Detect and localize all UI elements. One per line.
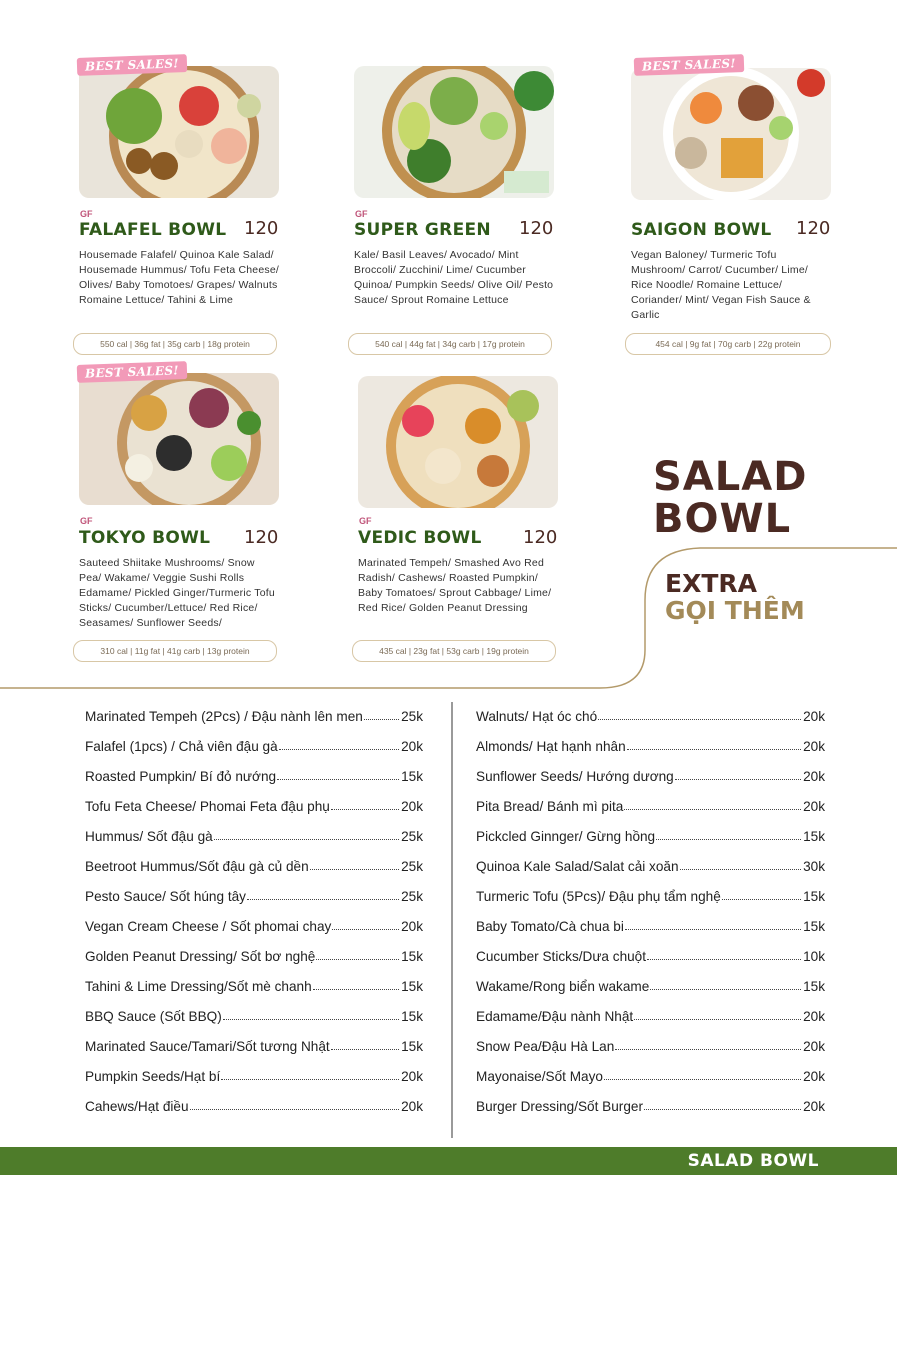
extra-item-label: Hummus/ Sốt đậu gà <box>85 829 213 844</box>
dot-leader <box>625 919 801 930</box>
extra-item-price: 20k <box>401 1069 423 1084</box>
extra-item-row <box>476 769 825 784</box>
extra-item-label: Pumpkin Seeds/Hạt bí <box>85 1069 221 1084</box>
dot-leader <box>277 769 399 780</box>
dot-leader <box>310 859 399 870</box>
extra-item-label: Pita Bread/ Bánh mì pita <box>476 799 624 814</box>
item-description: Marinated Tempeh/ Smashed Avo Red Radish/ Cashews/ Roasted Pumpkin/ Baby Tomatoes/ Sprout Cabbage/ Lime/ Red Rice/ Golden Peanut Dressing <box>358 557 552 614</box>
extra-item-row <box>476 739 825 754</box>
dot-leader <box>722 889 801 900</box>
dot-leader <box>223 1009 399 1020</box>
nutrition-pill: 435 cal | 23g fat | 53g carb | 19g protein <box>352 640 556 662</box>
vedic-bowl-photo <box>358 376 558 508</box>
dot-leader <box>656 829 801 840</box>
gluten-free-tag: GF <box>355 209 368 219</box>
extra-item-price: 20k <box>401 919 423 934</box>
item-description: Vegan Baloney/ Turmeric Tofu Mushroom/ Carrot/ Cucumber/ Lime/ Rice Noodle/ Romaine Lettuce/ Coriander/ Mint/ Vegan Fish Sauce & Garlic <box>631 249 811 321</box>
extra-item-row <box>476 919 825 934</box>
item-name: TOKYO BOWL <box>79 528 211 548</box>
nutrition-pill: 310 cal | 11g fat | 41g carb | 13g protein <box>73 640 277 662</box>
extra-item-row <box>85 1069 423 1084</box>
extra-item-price: 25k <box>401 829 423 844</box>
extra-item-label: Burger Dressing/Sốt Burger <box>476 1099 643 1114</box>
item-price: 120 <box>244 527 279 548</box>
extra-item-label: BBQ Sauce (Sốt BBQ) <box>85 1009 222 1024</box>
falafel-bowl-photo <box>79 66 279 198</box>
extra-item-row <box>85 1039 423 1054</box>
item-name: FALAFEL BOWL <box>79 220 227 240</box>
extra-line-1: EXTRA <box>665 569 758 598</box>
footer-bar <box>0 1147 897 1175</box>
item-price: 120 <box>796 218 831 239</box>
dot-leader <box>331 799 399 810</box>
extra-item-row <box>476 1039 825 1054</box>
extra-item-price: 20k <box>803 769 825 784</box>
extra-item-row <box>85 799 423 814</box>
extra-item-label: Marinated Tempeh (2Pcs) / Đậu nành lên men <box>85 709 363 724</box>
extra-item-label: Tahini & Lime Dressing/Sốt mè chanh <box>85 979 312 994</box>
dot-leader <box>332 919 399 930</box>
extra-item-label: Walnuts/ Hạt óc chó <box>476 709 598 724</box>
extra-item-row <box>85 919 423 934</box>
saigon-bowl-photo <box>631 68 831 200</box>
extra-item-row <box>85 769 423 784</box>
item-description: Sauteed Shiitake Mushrooms/ Snow Pea/ Wakame/ Veggie Sushi Rolls Edamame/ Pickled Ginger/Turmeric Tofu Sticks/ Cucumber/Lettuce/ Red Rice/ Seasames/ Sunflower Seeds/ <box>79 557 275 629</box>
extra-item-price: 15k <box>803 889 825 904</box>
extra-item-label: Sunflower Seeds/ Hướng dương <box>476 769 674 784</box>
extra-item-label: Pesto Sauce/ Sốt húng tây <box>85 889 246 904</box>
extra-item-price: 20k <box>401 739 423 754</box>
title-line-bowl: BOWL <box>653 496 792 542</box>
extra-item-price: 25k <box>401 709 423 724</box>
extra-item-price: 20k <box>803 1099 825 1114</box>
extra-item-row <box>85 709 423 724</box>
dot-leader <box>316 949 399 960</box>
extra-item-row <box>476 1069 825 1084</box>
item-price: 120 <box>523 527 558 548</box>
extra-item-price: 20k <box>803 1069 825 1084</box>
extra-item-price: 15k <box>803 829 825 844</box>
extra-item-price: 20k <box>803 1009 825 1024</box>
extra-item-price: 15k <box>803 979 825 994</box>
extra-item-price: 15k <box>803 919 825 934</box>
dot-leader <box>650 979 801 990</box>
extra-item-row <box>476 829 825 844</box>
tokyo-bowl-photo <box>79 373 279 505</box>
dot-leader <box>364 709 399 720</box>
nutrition-pill: 454 cal | 9g fat | 70g carb | 22g protein <box>625 333 831 355</box>
gluten-free-tag: GF <box>80 516 93 526</box>
extra-item-label: Quinoa Kale Salad/Salat cải xoăn <box>476 859 679 874</box>
extra-item-label: Tofu Feta Cheese/ Phomai Feta đậu phụ <box>85 799 330 814</box>
item-name: SAIGON BOWL <box>631 220 772 240</box>
item-price: 120 <box>244 218 279 239</box>
extra-item-row <box>476 889 825 904</box>
extra-item-label: Snow Pea/Đậu Hà Lan <box>476 1039 615 1054</box>
footer-label: SALAD BOWL <box>687 1151 819 1171</box>
extra-item-row <box>85 829 423 844</box>
extra-item-price: 20k <box>803 799 825 814</box>
super-green-photo <box>354 66 554 198</box>
extra-item-price: 15k <box>401 1039 423 1054</box>
nutrition-pill: 540 cal | 44g fat | 34g carb | 17g protein <box>348 333 552 355</box>
extra-item-price: 15k <box>401 1009 423 1024</box>
extra-item-price: 15k <box>401 949 423 964</box>
dot-leader <box>313 979 399 990</box>
dot-leader <box>680 859 802 870</box>
section-title-salad-bowl <box>653 456 807 540</box>
extra-item-label: Marinated Sauce/Tamari/Sốt tương Nhật <box>85 1039 330 1054</box>
extra-item-price: 20k <box>803 709 825 724</box>
extra-item-label: Cahews/Hạt điều <box>85 1099 189 1114</box>
column-divider <box>451 702 453 1138</box>
gluten-free-tag: GF <box>80 209 93 219</box>
extra-item-price: 20k <box>401 1099 423 1114</box>
dot-leader <box>221 1069 399 1080</box>
extra-item-price: 20k <box>401 799 423 814</box>
extra-item-label: Baby Tomato/Cà chua bi <box>476 919 624 934</box>
item-name: SUPER GREEN <box>354 220 491 240</box>
best-sales-badge: BEST SALES! <box>77 361 187 383</box>
extra-item-price: 15k <box>401 979 423 994</box>
extra-item-label: Golden Peanut Dressing/ Sốt bơ nghệ <box>85 949 316 964</box>
item-description: Kale/ Basil Leaves/ Avocado/ Mint Broccoli/ Zucchini/ Lime/ Cucumber Quinoa/ Pumpkin Seeds/ Olive Oil/ Pesto Sauce/ Sprout Romaine Lettuce <box>354 249 554 306</box>
extra-item-row <box>476 979 825 994</box>
extra-item-price: 20k <box>803 739 825 754</box>
nutrition-pill: 550 cal | 36g fat | 35g carb | 18g protein <box>73 333 277 355</box>
extra-item-price: 25k <box>401 889 423 904</box>
dot-leader <box>331 1039 399 1050</box>
dot-leader <box>615 1039 801 1050</box>
extra-item-row <box>85 1009 423 1024</box>
item-name: VEDIC BOWL <box>358 528 482 548</box>
extra-item-label: Edamame/Đậu nành Nhật <box>476 1009 634 1024</box>
extra-item-label: Pickcled Ginnger/ Gừng hồng <box>476 829 656 844</box>
best-sales-badge: BEST SALES! <box>634 54 744 76</box>
extra-item-label: Falafel (1pcs) / Chả viên đậu gà <box>85 739 278 754</box>
extra-item-label: Almonds/ Hạt hạnh nhân <box>476 739 626 754</box>
extra-item-price: 15k <box>401 769 423 784</box>
section-title-extra <box>665 570 805 624</box>
dot-leader <box>675 769 801 780</box>
extra-item-row <box>476 709 825 724</box>
title-line-salad: SALAD <box>653 454 808 500</box>
extra-item-price: 25k <box>401 859 423 874</box>
extra-item-price: 30k <box>803 859 825 874</box>
extra-line-2: GỌI THÊM <box>665 596 805 625</box>
item-price: 120 <box>519 218 554 239</box>
extra-item-row <box>476 1099 825 1114</box>
extra-item-row <box>85 949 423 964</box>
item-description: Housemade Falafel/ Quinoa Kale Salad/ Housemade Hummus/ Tofu Feta Cheese/ Olives/ Baby Tomotoes/ Grapes/ Walnuts Romaine Lettuce/ Tahini & Lime <box>79 249 279 306</box>
extra-item-row <box>476 859 825 874</box>
extra-item-row <box>476 949 825 964</box>
dot-leader <box>624 799 801 810</box>
extra-item-price: 20k <box>803 1039 825 1054</box>
extra-item-row <box>85 979 423 994</box>
extra-item-label: Wakame/Rong biển wakame <box>476 979 650 994</box>
extra-item-label: Beetroot Hummus/Sốt đậu gà củ dền <box>85 859 309 874</box>
dot-leader <box>247 889 399 900</box>
dot-leader <box>604 1069 801 1080</box>
extra-item-row <box>85 889 423 904</box>
dot-leader <box>279 739 399 750</box>
extra-item-row <box>85 1099 423 1114</box>
dot-leader <box>627 739 801 750</box>
dot-leader <box>634 1009 801 1020</box>
extra-item-label: Vegan Cream Cheese / Sốt phomai chay <box>85 919 332 934</box>
extra-item-label: Cucumber Sticks/Dưa chuột <box>476 949 647 964</box>
dot-leader <box>214 829 399 840</box>
extra-item-row <box>85 739 423 754</box>
gluten-free-tag: GF <box>359 516 372 526</box>
extra-item-label: Roasted Pumpkin/ Bí đỏ nướng <box>85 769 277 784</box>
extra-item-row <box>85 859 423 874</box>
extra-item-label: Mayonaise/Sốt Mayo <box>476 1069 603 1084</box>
extra-item-row <box>476 1009 825 1024</box>
best-sales-badge: BEST SALES! <box>77 54 187 76</box>
extra-item-label: Turmeric Tofu (5Pcs)/ Đậu phụ tẩm nghệ <box>476 889 721 904</box>
dot-leader <box>190 1099 400 1110</box>
dot-leader <box>644 1099 801 1110</box>
extra-item-price: 10k <box>803 949 825 964</box>
extra-item-row <box>476 799 825 814</box>
dot-leader <box>647 949 801 960</box>
dot-leader <box>598 709 801 720</box>
